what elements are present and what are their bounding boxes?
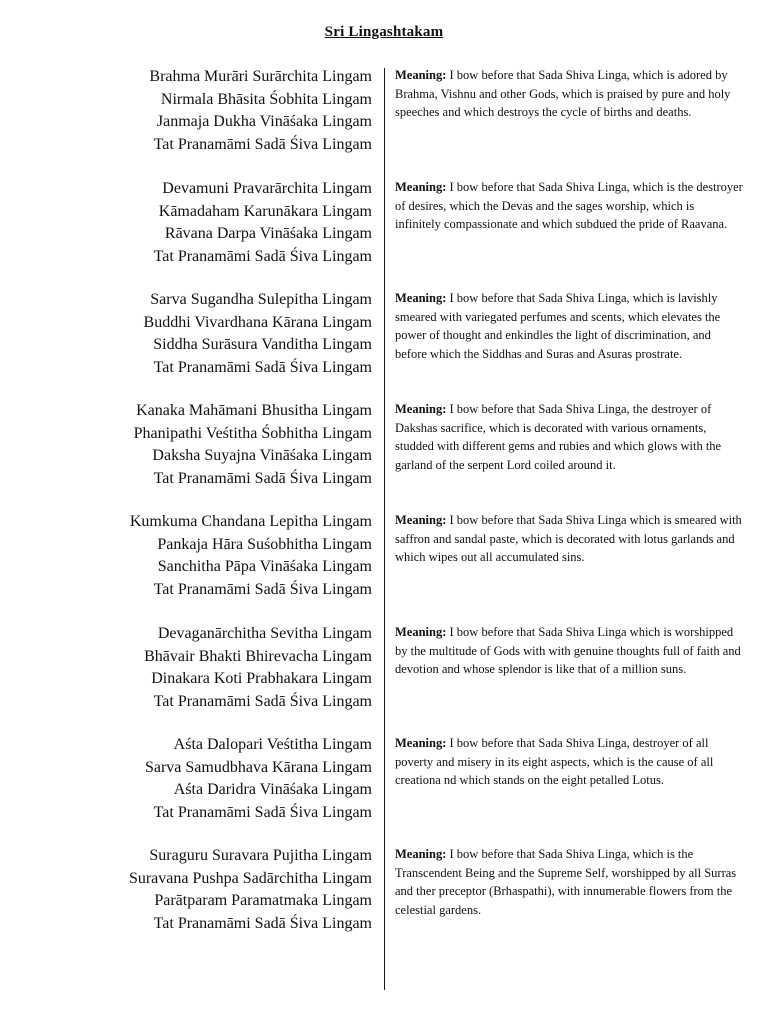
verse-line: Bhāvair Bhakti Bhirevacha Lingam xyxy=(144,647,372,665)
meaning-body: I bow before that Sada Shiva Linga, which is adored by Brahma, Vishnu and other Gods, which is praised by pure and holy speeches and which destroys the cycle of births and deaths. xyxy=(395,68,731,119)
meaning-body: I bow before that Sada Shiva Linga, the destroyer of Dakshas sacrifice, which is decorated with various ornaments, studded with different gems and rubies and which glows with the garland of the serpent Lord coiled around it. xyxy=(395,402,722,472)
verse-line: Tat Pranamāmi Sadā Śiva Lingam xyxy=(153,914,372,932)
verse-line: Devamuni Pravarārchita Lingam xyxy=(162,180,372,197)
verse-line: Pankaja Hāra Suśobhitha Lingam xyxy=(157,535,372,553)
verse-block xyxy=(42,511,372,601)
meaning-body: I bow before that Sada Shiva Linga, which is the Transcendent Being and the Supreme Self, worshipped by all Surras and ther preceptor (Brhaspathi), with innumerable flowers from the celestial gardens. xyxy=(395,847,737,917)
verse-block xyxy=(42,400,372,490)
verse-line: Tat Pranamāmi Sadā Śiva Lingam xyxy=(153,247,372,265)
verse-block xyxy=(42,734,372,824)
verse-line: Rāvana Darpa Vināśaka Lingam xyxy=(164,225,372,242)
verse-block xyxy=(42,623,372,713)
meaning-label: Meaning: xyxy=(395,402,450,416)
verse-line: Tat Pranamāmi Sadā Śiva Lingam xyxy=(153,692,372,710)
verse-line: Suravana Pushpa Sadārchitha Lingam xyxy=(128,869,372,887)
verse-block xyxy=(42,66,372,156)
meaning-body: I bow before that Sada Shiva Linga which is smeared with saffron and sandal paste, which is decorated with lotus garlands and which wipes out all accumulated sins. xyxy=(395,513,742,564)
stanza xyxy=(0,511,768,611)
verse-line: Tat Pranamāmi Sadā Śiva Lingam xyxy=(153,135,372,153)
verse-line: Brahma Murāri Surārchita Lingam xyxy=(149,68,372,85)
verse-line: Phanipathi Veśtitha Śobhitha Lingam xyxy=(133,424,372,442)
meaning-text xyxy=(395,734,743,790)
verse-line: Kāmadaham Karunākara Lingam xyxy=(158,202,372,220)
meaning-text xyxy=(395,289,743,363)
verse-block xyxy=(42,289,372,379)
verse-line: Devaganārchitha Sevitha Lingam xyxy=(157,625,372,642)
verse-line: Tat Pranamāmi Sadā Śiva Lingam xyxy=(153,469,372,487)
meaning-label: Meaning: xyxy=(395,847,450,861)
stanza xyxy=(0,623,768,723)
verse-line: Daksha Suyajna Vināśaka Lingam xyxy=(152,447,372,464)
stanza xyxy=(0,845,768,945)
stanza xyxy=(0,66,768,166)
meaning-label: Meaning: xyxy=(395,291,450,305)
meaning-text xyxy=(395,511,743,567)
verse-line: Tat Pranamāmi Sadā Śiva Lingam xyxy=(153,358,372,376)
verse-line: Siddha Surāsura Vanditha Lingam xyxy=(153,336,372,353)
verse-line: Parātparam Paramatmaka Lingam xyxy=(154,892,372,909)
verse-line: Buddhi Vivardhana Kārana Lingam xyxy=(143,313,372,331)
verse-block xyxy=(42,178,372,268)
stanza xyxy=(0,400,768,500)
meaning-body: I bow before that Sada Shiva Linga, destroyer of all poverty and misery in its eight aspects, which is the cause of all creationa nd which stands on the eight petalled Lotus. xyxy=(395,736,714,787)
verse-line: Aśta Dalopari Veśtitha Lingam xyxy=(173,736,372,753)
meaning-text xyxy=(395,845,743,919)
verse-line: Kumkuma Chandana Lepitha Lingam xyxy=(129,513,372,530)
page-title: Sri Lingashtakam xyxy=(324,24,444,40)
verse-block xyxy=(42,845,372,935)
meaning-label: Meaning: xyxy=(395,68,450,82)
verse-line: Aśta Daridra Vināśaka Lingam xyxy=(173,781,372,798)
verse-line: Nirmala Bhāsita Śobhita Lingam xyxy=(160,90,372,108)
verse-line: Sanchitha Pāpa Vināśaka Lingam xyxy=(157,558,372,575)
meaning-body: I bow before that Sada Shiva Linga, which is the destroyer of desires, which the Devas and the sages worship, which is infinitely compassionate and which subdued the pride of Raavana. xyxy=(395,180,743,231)
verse-line: Dinakara Koti Prabhakara Lingam xyxy=(151,670,372,687)
verse-line: Sarva Samudbhava Kārana Lingam xyxy=(144,758,372,776)
meaning-label: Meaning: xyxy=(395,625,450,639)
verse-line: Tat Pranamāmi Sadā Śiva Lingam xyxy=(153,803,372,821)
verse-line: Kanaka Mahāmani Bhusitha Lingam xyxy=(136,402,372,419)
meaning-text xyxy=(395,66,743,122)
meaning-text xyxy=(395,623,743,679)
stanza xyxy=(0,734,768,834)
meaning-text xyxy=(395,178,743,234)
stanza xyxy=(0,178,768,278)
meaning-text xyxy=(395,400,743,474)
verse-line: Sarva Sugandha Sulepitha Lingam xyxy=(150,291,372,308)
meaning-label: Meaning: xyxy=(395,180,450,194)
stanza xyxy=(0,289,768,389)
meaning-label: Meaning: xyxy=(395,513,450,527)
meaning-body: I bow before that Sada Shiva Linga which is worshipped by the multitude of Gods with with genuine thoughts full of faith and devotion and whose splendor is like that of a million suns. xyxy=(395,625,741,676)
meaning-label: Meaning: xyxy=(395,736,450,750)
verse-line: Suraguru Suravara Pujitha Lingam xyxy=(149,847,372,864)
verse-line: Tat Pranamāmi Sadā Śiva Lingam xyxy=(153,580,372,598)
verse-line: Janmaja Dukha Vināśaka Lingam xyxy=(156,113,372,130)
meaning-body: I bow before that Sada Shiva Linga, which is lavishly smeared with variegated perfumes and scents, which elevates the power of thought and enkindles the light of discrimination, and before which the Siddhas and Suras and Asuras prostrate. xyxy=(395,291,721,361)
